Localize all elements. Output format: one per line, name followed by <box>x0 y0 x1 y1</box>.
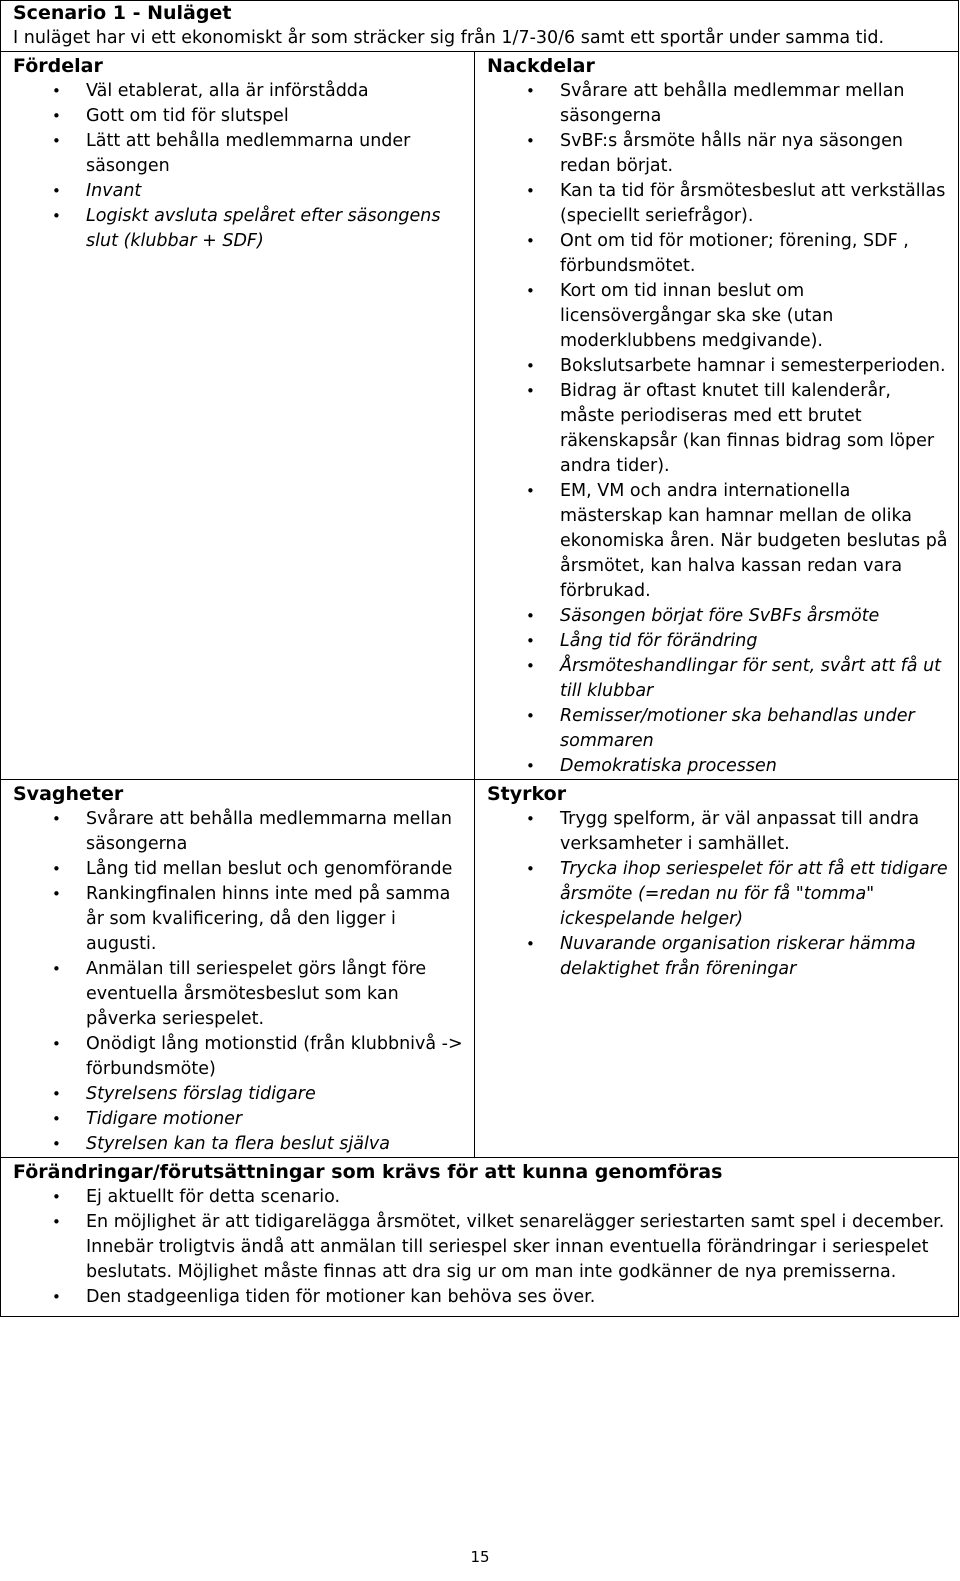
page-number: 15 <box>470 1548 490 1566</box>
svagheter-cell <box>1 780 475 1158</box>
fordelar-cell <box>1 52 475 780</box>
list-item: • Svårare att behålla medlemmarna mellan säsongerna <box>86 807 466 857</box>
scenario-cell <box>1 1 959 52</box>
list-item: • Ej aktuellt för detta scenario. <box>86 1185 950 1210</box>
forandringar-row <box>1 1158 959 1317</box>
nackdelar-heading: Nackdelar <box>487 55 595 77</box>
list-item: • Ont om tid för motioner; förening, SDF , förbundsmötet. <box>560 229 950 279</box>
fordelar-heading: Fördelar <box>13 55 103 77</box>
list-item: • Svårare att behålla medlemmar mellan säsongerna <box>560 79 950 129</box>
list-item: • EM, VM och andra internationella mästerskap kan hamnar mellan de olika ekonomiska åren. När budgeten beslutas på årsmötet, kan halva kassan redan vara förbrukad. <box>560 479 950 604</box>
styrkor-list <box>487 807 950 982</box>
svagheter-list <box>13 807 466 1157</box>
list-item: • Tidigare motioner <box>86 1107 466 1132</box>
list-item: • Den stadgeenliga tiden för motioner kan behöva ses över. <box>86 1285 950 1310</box>
list-item: • Nuvarande organisation riskerar hämma delaktighet från föreningar <box>560 932 950 982</box>
list-item: • Lång tid för förändring <box>560 629 950 654</box>
list-item: • Anmälan till seriespelet görs långt före eventuella årsmötesbeslut som kan påverka seriespelet. <box>86 957 466 1032</box>
list-item: • Bokslutsarbete hamnar i semesterperioden. <box>560 354 950 379</box>
scenario-row <box>1 1 959 52</box>
nackdelar-cell <box>475 52 959 780</box>
list-item: • Årsmöteshandlingar för sent, svårt att få ut till klubbar <box>560 654 950 704</box>
list-item: • Trygg spelform, är väl anpassat till andra verksamheter i samhället. <box>560 807 950 857</box>
styrkor-cell <box>475 780 959 1158</box>
list-item: • Remisser/motioner ska behandlas under sommaren <box>560 704 950 754</box>
fordelar-nackdelar-row <box>1 52 959 780</box>
list-item: • Säsongen börjat före SvBFs årsmöte <box>560 604 950 629</box>
list-item: • Styrelsens förslag tidigare <box>86 1082 466 1107</box>
forandringar-list <box>13 1185 950 1310</box>
svagheter-heading: Svagheter <box>13 783 124 805</box>
list-item: • Invant <box>86 179 466 204</box>
list-item: • En möjlighet är att tidigarelägga årsmötet, vilket senarelägger seriestarten samt spel i december. Innebär troligtvis ändå att anmälan till seriespel sker innan eventuella förändringar i seriespelet beslutats. Möjlighet måste finnas att dra sig ur om man inte godkänner de nya premisserna. <box>86 1210 950 1285</box>
forandringar-heading: Förändringar/förutsättningar som krävs för att kunna genomföras <box>13 1161 723 1183</box>
scenario-intro: I nuläget har vi ett ekonomiskt år som sträcker sig från 1/7-30/6 samt ett sportår under samma tid. <box>13 28 885 48</box>
list-item: • Väl etablerat, alla är införstådda <box>86 79 466 104</box>
list-item: • Lätt att behålla medlemmarna under säsongen <box>86 129 466 179</box>
list-item: • Lång tid mellan beslut och genomförande <box>86 857 466 882</box>
list-item: • Kort om tid innan beslut om licensövergångar ska ske (utan moderklubbens medgivande). <box>560 279 950 354</box>
fordelar-list <box>13 79 466 254</box>
list-item: • Styrelsen kan ta flera beslut själva <box>86 1132 466 1157</box>
list-item: • Gott om tid för slutspel <box>86 104 466 129</box>
list-item: • Onödigt lång motionstid (från klubbnivå -> förbundsmöte) <box>86 1032 466 1082</box>
nackdelar-list <box>487 79 950 779</box>
list-item: • SvBF:s årsmöte hålls när nya säsongen redan börjat. <box>560 129 950 179</box>
list-item: • Rankingfinalen hinns inte med på samma år som kvalificering, då den ligger i augusti. <box>86 882 466 957</box>
forandringar-cell <box>1 1158 959 1317</box>
list-item: • Logiskt avsluta spelåret efter säsongens slut (klubbar + SDF) <box>86 204 466 254</box>
list-item: • Trycka ihop seriespelet för att få ett tidigare årsmöte (=redan nu för få "tomma" ickespelande helger) <box>560 857 950 932</box>
list-item: • Demokratiska processen <box>560 754 950 779</box>
styrkor-heading: Styrkor <box>487 783 567 805</box>
svagheter-styrkor-row <box>1 780 959 1158</box>
list-item: • Bidrag är oftast knutet till kalenderår, måste periodiseras med ett brutet räkenskapsår (kan finnas bidrag som löper andra tider). <box>560 379 950 479</box>
list-item: • Kan ta tid för årsmötesbeslut att verkställas (speciellt seriefrågor). <box>560 179 950 229</box>
scenario-title: Scenario 1 - Nuläget <box>13 2 232 24</box>
